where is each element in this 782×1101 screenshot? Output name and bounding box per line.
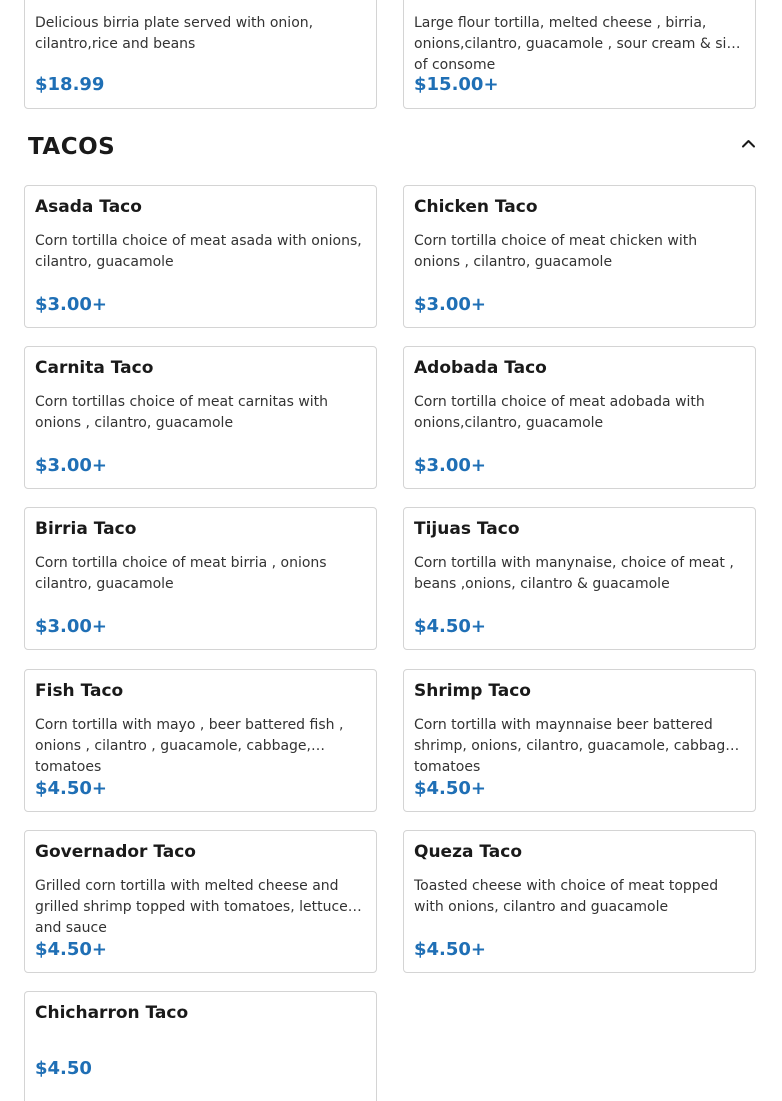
menu-item-card[interactable] [24, 185, 377, 328]
item-name: Governador Taco [35, 842, 196, 862]
item-price: $15.00+ [414, 74, 499, 95]
menu-item-card[interactable] [403, 346, 756, 489]
item-price: $4.50+ [35, 778, 108, 799]
menu-item-card[interactable] [24, 991, 377, 1101]
item-description: Grilled corn tortilla with melted cheese and grilled shrimp topped with tomatoes, lettuce and sauce [35, 878, 348, 936]
menu-item-card[interactable] [24, 346, 377, 489]
menu-item-card[interactable] [403, 507, 756, 650]
chevron-up-icon [736, 131, 760, 155]
item-price: $3.00+ [35, 294, 108, 315]
item-name: Queza Taco [414, 842, 523, 862]
item-name: Shrimp Taco [414, 681, 531, 701]
item-name: Birria Taco [35, 519, 137, 539]
item-price: $4.50+ [414, 778, 487, 799]
item-name: Adobada Taco [414, 358, 547, 378]
item-price: $3.00+ [35, 616, 108, 637]
item-price: $3.00+ [414, 455, 487, 476]
item-price: $4.50+ [35, 939, 108, 960]
menu-item-card[interactable] [403, 669, 756, 812]
section-title: TACOS [28, 134, 116, 160]
item-price: $4.50 [35, 1058, 92, 1079]
menu-item-card[interactable] [403, 0, 756, 109]
item-name: Tijuas Taco [414, 519, 520, 539]
item-price: $3.00+ [35, 455, 108, 476]
item-description: Corn tortilla with manynaise, choice of meat , beans ,onions, cilantro & guacamole [414, 555, 734, 592]
menu-item-card[interactable] [403, 830, 756, 973]
item-description: Corn tortilla choice of meat birria , onions cilantro, guacamole [35, 555, 327, 592]
item-description: Corn tortillas choice of meat carnitas with onions , cilantro, guacamole [35, 394, 329, 431]
menu-item-card[interactable] [24, 830, 377, 973]
item-price: $4.50+ [414, 939, 487, 960]
item-description: Corn tortilla choice of meat chicken with onions , cilantro, guacamole [414, 233, 698, 270]
item-name: Chicharron Taco [35, 1003, 189, 1023]
menu-item-card[interactable] [24, 507, 377, 650]
item-name: Carnita Taco [35, 358, 154, 378]
item-description: Corn tortilla choice of meat asada with onions, cilantro, guacamole [35, 233, 362, 270]
item-description: Toasted cheese with choice of meat topped with onions, cilantro and guacamole [414, 878, 719, 915]
item-price: $18.99 [35, 74, 105, 95]
item-description: Corn tortilla choice of meat adobada with onions,cilantro, guacamole [414, 394, 705, 431]
item-name: Asada Taco [35, 197, 142, 217]
item-price: $3.00+ [414, 294, 487, 315]
menu-item-card[interactable] [24, 669, 377, 812]
item-description: Large flour tortilla, melted cheese , birria, onions,cilantro, guacamole , sour cream & side of consome [414, 15, 744, 73]
item-description: Corn tortilla with maynnaise beer battered shrimp, onions, cilantro, guacamole, cabbage, tomatoes [414, 717, 739, 775]
item-price: $4.50+ [414, 616, 487, 637]
item-name: Fish Taco [35, 681, 124, 701]
item-name: Chicken Taco [414, 197, 538, 217]
menu-item-card[interactable] [24, 0, 377, 109]
item-description: Delicious birria plate served with onion, cilantro,rice and beans [35, 15, 314, 52]
item-description: Corn tortilla with mayo , beer battered fish , onions , cilantro , guacamole, cabbage, tomatoes [35, 717, 344, 775]
menu-item-card[interactable] [403, 185, 756, 328]
section-collapse-button[interactable] [736, 131, 760, 155]
